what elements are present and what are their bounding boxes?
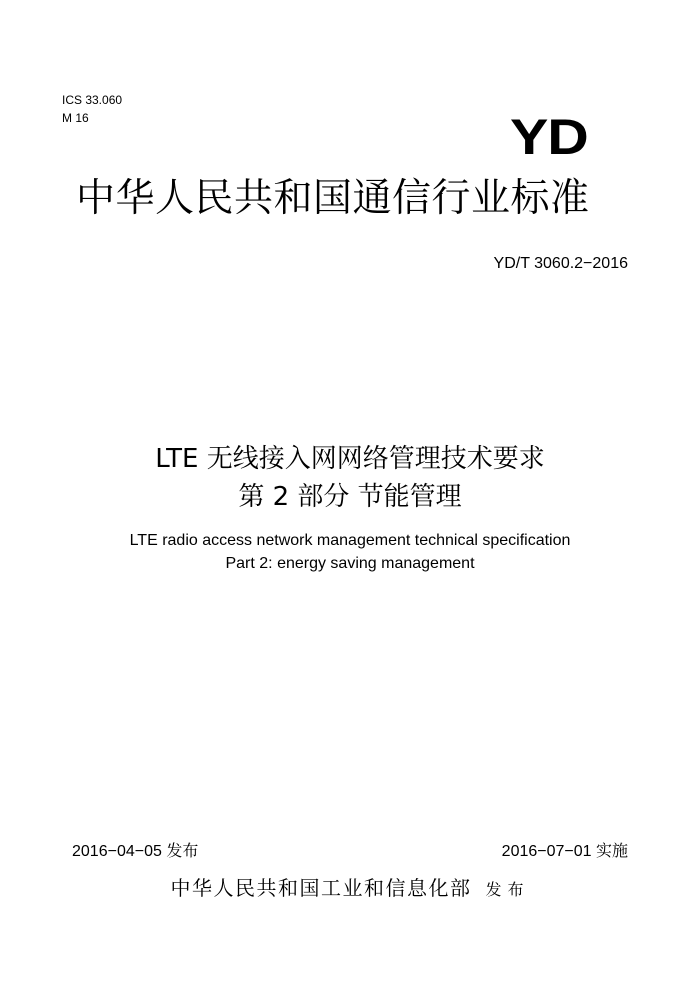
issuer-name: 中华人民共和国工业和信息化部: [170, 876, 472, 900]
implementation-date: 2016−07−01 实施: [501, 843, 628, 860]
standard-number: YD/T 3060.2−2016: [493, 255, 628, 272]
standard-category-title: 中华人民共和国通信行业标准: [76, 176, 590, 221]
document-title-en-line2: Part 2: energy saving management: [225, 555, 475, 572]
classification-code: M 16: [62, 111, 89, 125]
ics-code: ICS 33.060: [62, 93, 123, 107]
yd-logo: YD: [510, 109, 588, 165]
publish-date: 2016−04−05 发布: [72, 843, 199, 860]
document-title-zh-line1: LTE 无线接入网网络管理技术要求: [155, 444, 545, 474]
document-title-zh-line2: 第 2 部分 节能管理: [238, 482, 462, 512]
issuer-line: [0, 876, 700, 902]
document-title-en-line1: LTE radio access network management technical specification: [129, 532, 571, 549]
issuer-action: 发布: [485, 880, 530, 899]
